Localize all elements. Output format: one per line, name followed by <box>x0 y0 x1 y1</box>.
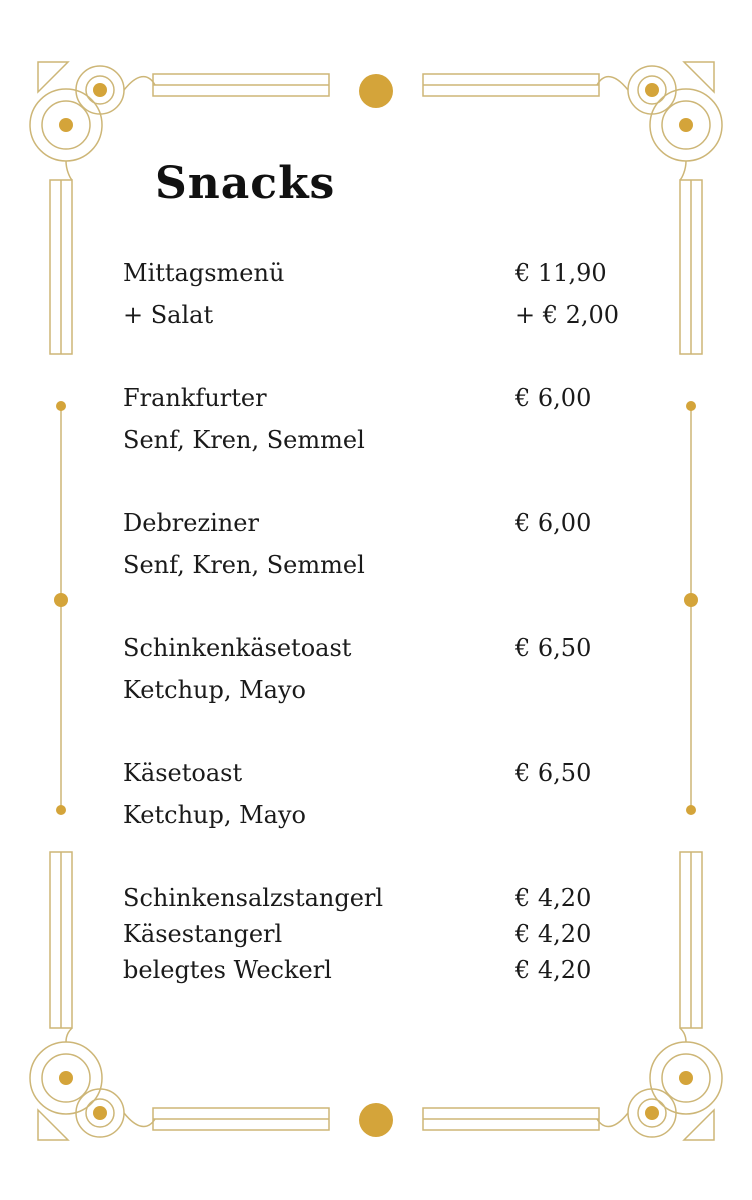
menu-item <box>123 880 643 988</box>
item-name: Debreziner <box>123 509 259 537</box>
menu-row <box>123 419 643 461</box>
menu-row <box>123 794 643 836</box>
item-description: Senf, Kren, Semmel <box>123 426 365 454</box>
item-name: Käsestangerl <box>123 920 283 948</box>
item-price: € 6,00 <box>515 384 592 412</box>
menu-row <box>123 294 643 336</box>
item-description: Ketchup, Mayo <box>123 676 306 704</box>
item-price: € 4,20 <box>515 884 592 912</box>
item-name: belegtes Weckerl <box>123 956 332 984</box>
menu-row <box>123 752 643 794</box>
item-extra: + Salat <box>123 301 214 329</box>
menu-item <box>123 752 643 836</box>
menu-row <box>123 502 643 544</box>
item-price: € 6,50 <box>515 634 592 662</box>
menu-item <box>123 502 643 586</box>
menu-row <box>123 252 643 294</box>
menu-row <box>123 952 643 988</box>
item-price: € 6,00 <box>515 509 592 537</box>
item-description: Ketchup, Mayo <box>123 801 306 829</box>
item-price: € 11,90 <box>515 259 607 287</box>
menu-row <box>123 669 643 711</box>
item-description: Senf, Kren, Semmel <box>123 551 365 579</box>
menu-item <box>123 627 643 711</box>
item-name: Käsetoast <box>123 759 243 787</box>
menu-row <box>123 880 643 916</box>
item-extra-price: + € 2,00 <box>515 301 620 329</box>
menu-row <box>123 544 643 586</box>
item-price: € 4,20 <box>515 956 592 984</box>
menu-row <box>123 916 643 952</box>
item-price: € 4,20 <box>515 920 592 948</box>
menu-item <box>123 377 643 461</box>
menu-item <box>123 252 643 336</box>
item-name: Mittagsmenü <box>123 259 285 287</box>
item-name: Frankfurter <box>123 384 267 412</box>
item-name: Schinkenkäsetoast <box>123 634 352 662</box>
item-name: Schinkensalzstangerl <box>123 884 384 912</box>
menu-row <box>123 377 643 419</box>
menu-row <box>123 627 643 669</box>
item-price: € 6,50 <box>515 759 592 787</box>
page-title: Snacks <box>155 158 336 209</box>
